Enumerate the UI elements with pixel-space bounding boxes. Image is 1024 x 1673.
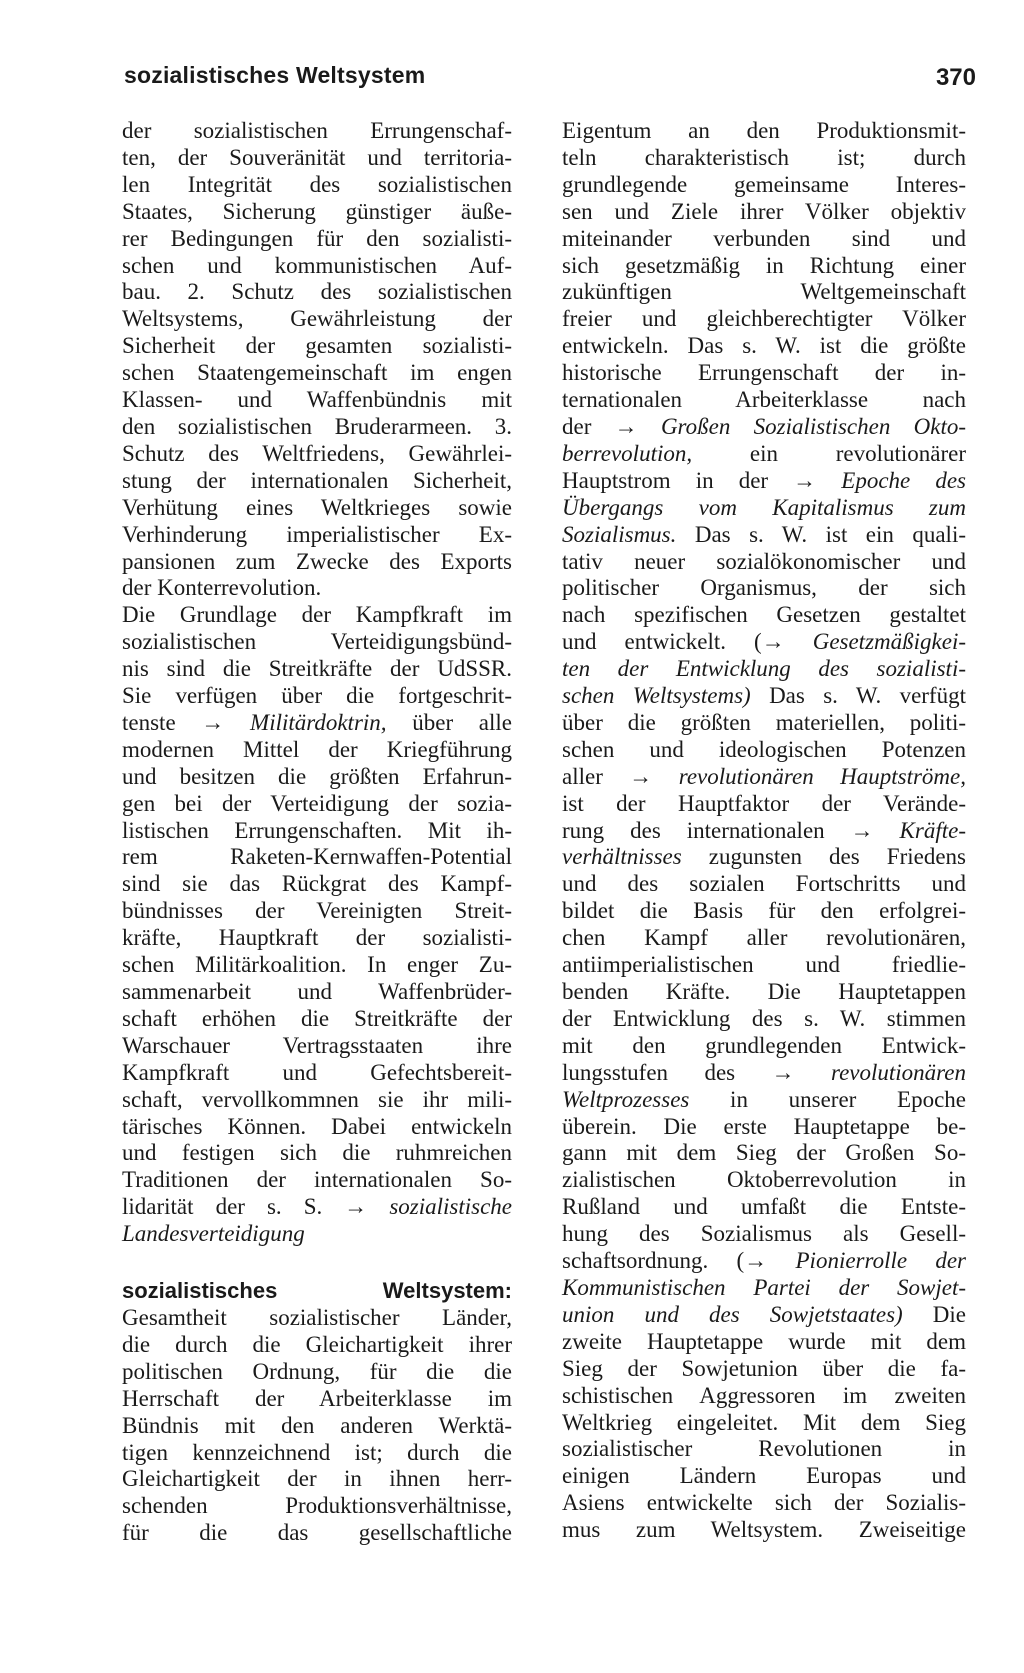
text: lidarität der s. S. →	[122, 1194, 390, 1220]
paragraph-1	[122, 118, 512, 602]
text-line: grundlegende gemeinsame Interes-	[562, 171, 966, 197]
text-line: tigen kennzeichnend ist; durch die	[122, 1439, 512, 1465]
text-line: schen und kommunistischen Auf-	[122, 252, 512, 278]
text-line: freier und gleichberechtigter Völker	[562, 306, 966, 332]
text: lungsstufen des →	[562, 1059, 831, 1085]
text-line: ist der Hauptfaktor der Verände-	[562, 790, 966, 816]
text-line	[562, 1302, 966, 1329]
text: ein revolutionärer	[692, 440, 966, 466]
text-line: über die größten materiellen, politi-	[562, 709, 966, 735]
text-line: len Integrität des sozialistischen	[122, 171, 512, 197]
text-line: miteinander verbunden sind und	[562, 225, 966, 251]
text-line: Kampfkraft und Gefechtsbereit-	[122, 1059, 512, 1085]
cross-reference: verhältnisses	[562, 844, 682, 870]
text: schaftsordnung. (→	[562, 1248, 796, 1274]
text-line	[562, 1060, 966, 1087]
cross-reference: Großen Sozialistischen Okto-	[660, 413, 966, 439]
cross-reference: Weltprozesses	[562, 1086, 690, 1112]
text-line: Sicherheit der gesamten sozialisti-	[122, 333, 512, 359]
text-line: mus zum Weltsystem. Zweiseitige	[562, 1517, 966, 1543]
cross-reference: Militärdoktrin,	[250, 709, 387, 735]
text-line: sammenarbeit und Waffenbrüder-	[122, 979, 512, 1004]
text-line: bau. 2. Schutz des sozialistischen	[122, 279, 512, 305]
cross-reference: berrevolution,	[562, 440, 693, 466]
text-line: schen Militärkoalition. In enger Zu-	[122, 952, 512, 978]
text-line: die durch die Gleichartigkeit ihrer	[122, 1331, 512, 1357]
text-line	[122, 1221, 512, 1248]
text: tenste →	[122, 709, 251, 735]
text-line: schaft erhöhen die Streitkräfte der	[122, 1005, 512, 1031]
text-line: chen Kampf aller revolutionären,	[562, 925, 966, 951]
cross-reference: Sozialismus.	[562, 521, 677, 547]
text-line	[562, 1275, 966, 1302]
text-line: überein. Die erste Hauptetappe be-	[562, 1113, 966, 1139]
cross-reference: Epoche des	[841, 467, 966, 493]
text-line	[562, 1248, 966, 1275]
text-line: pansionen zum Zwecke des Exports	[122, 548, 512, 574]
text-line: schenden Produktionsverhältnisse,	[122, 1493, 512, 1519]
text-line: rem Raketen-Kernwaffen-Potential	[122, 844, 512, 870]
text-line: Bündnis mit den anderen Werktä-	[122, 1412, 512, 1438]
text-line: der Entwicklung des s. W. stimmen	[562, 1005, 966, 1031]
text-line: Verhütung eines Weltkrieges sowie	[122, 494, 512, 520]
text: in unserer Epoche	[689, 1086, 966, 1112]
text: Das s. W. verfügt	[750, 683, 966, 709]
text-line: Eigentum an den Produktionsmit-	[562, 118, 966, 143]
text: der →	[562, 413, 661, 439]
text-line: der sozialistischen Errungenschaf-	[122, 118, 512, 143]
text-line: stung der internationalen Sicherheit,	[122, 467, 512, 493]
text-line	[122, 1278, 512, 1305]
cross-reference: revolutionären	[831, 1059, 966, 1085]
text-line	[562, 414, 966, 441]
text-line: nach spezifischen Gesetzen gestaltet	[562, 602, 966, 628]
text-line: politischer Organismus, der sich	[562, 575, 966, 601]
text-line: ten, der Souveränität und territoria-	[122, 144, 512, 170]
text-line: schen Staatengemeinschaft im engen	[122, 360, 512, 386]
text-line	[122, 1194, 512, 1221]
text-line	[562, 1087, 966, 1114]
running-title: sozialistisches Weltsystem	[124, 62, 426, 88]
text-line: für die das gesellschaftliche	[122, 1520, 512, 1546]
page-number: 370	[935, 64, 976, 91]
text-line: sind sie das Rückgrat des Kampf-	[122, 871, 512, 897]
text-line: einigen Ländern Europas und	[562, 1463, 966, 1489]
text-line: listischen Errungenschaften. Mit ih-	[122, 817, 512, 843]
text-line: Gleichartigkeit der in ihnen herr-	[122, 1466, 512, 1492]
cross-reference: Übergangs vom Kapitalismus zum	[562, 494, 966, 520]
text-line: modernen Mittel der Kriegführung	[122, 736, 512, 762]
text-line	[562, 629, 966, 656]
text-line	[562, 764, 966, 791]
cross-reference: Landesverteidigung	[122, 1221, 305, 1247]
text-line: benden Kräfte. Die Hauptetappen	[562, 979, 966, 1004]
paragraph-2	[122, 602, 512, 1248]
text-line: zukünftigen Weltgemeinschaft	[562, 279, 966, 305]
text-line	[562, 683, 966, 710]
text-line: Klassen- und Waffenbündnis mit	[122, 387, 512, 413]
text-line: sozialistischer Revolutionen in	[562, 1436, 966, 1462]
cross-reference: ten der Entwicklung des sozialisti-	[562, 656, 966, 682]
text-line: schaft, vervollkommnen sie ihr mili-	[122, 1086, 512, 1112]
text-line	[562, 495, 966, 522]
text-line: Sieg der Sowjetunion über die fa-	[562, 1355, 966, 1381]
cross-reference: revolutionären Hauptströme,	[678, 763, 966, 789]
text-line	[562, 818, 966, 845]
entry-gap	[122, 1248, 512, 1278]
left-column	[122, 118, 512, 1547]
text-line	[122, 710, 512, 737]
text-line: Schutz des Weltfriedens, Gewährlei-	[122, 440, 512, 466]
text-line: politischen Ordnung, für die die	[122, 1358, 512, 1384]
text-line: zweite Hauptetappe wurde mit dem	[562, 1328, 966, 1354]
text: Die	[902, 1301, 966, 1327]
text-line	[562, 468, 966, 495]
text-line: Sie verfügen über die fortgeschrit-	[122, 683, 512, 709]
text: über alle	[386, 709, 512, 735]
text-line: Traditionen der internationalen So-	[122, 1167, 512, 1193]
text-line: historische Errungenschaft der in-	[562, 360, 966, 386]
text-line: Staates, Sicherung günstiger äuße-	[122, 198, 512, 224]
text-line: Die Grundlage der Kampfkraft im	[122, 602, 512, 628]
text: aller →	[562, 763, 679, 789]
dictionary-entry	[122, 1278, 512, 1547]
text: rung des internationalen →	[562, 817, 900, 843]
text-line: Asiens entwickelte sich der Sozialis-	[562, 1490, 966, 1516]
text: Das s. W. ist ein quali-	[676, 521, 966, 547]
text-line: sen und Ziele ihrer Völker objektiv	[562, 198, 966, 224]
text-line: Weltsystems, Gewährleistung der	[122, 306, 512, 332]
text-line: Weltkrieg eingeleitet. Mit dem Sieg	[562, 1409, 966, 1435]
text-line: bildet die Basis für den erfolgrei-	[562, 898, 966, 924]
text-line: gen bei der Verteidigung der sozia-	[122, 790, 512, 816]
text-line: hung des Sozialismus als Gesell-	[562, 1221, 966, 1247]
right-column	[562, 118, 966, 1544]
text-line	[562, 522, 966, 549]
text-line	[562, 844, 966, 871]
cross-reference: Gesetzmäßigkei-	[812, 629, 966, 655]
text-line	[562, 656, 966, 683]
cross-reference: sozialistische	[389, 1194, 512, 1220]
text-line: mit den grundlegenden Entwick-	[562, 1032, 966, 1058]
text-line: den sozialistischen Bruderarmeen. 3.	[122, 413, 512, 439]
text-line: Gesamtheit sozialistischer Länder,	[122, 1304, 512, 1330]
text-line: Warschauer Vertragsstaaten ihre	[122, 1032, 512, 1058]
text-line: tärisches Können. Dabei entwickeln	[122, 1113, 512, 1139]
text-line	[562, 441, 966, 468]
text-line: Herrschaft der Arbeiterklasse im	[122, 1385, 512, 1411]
cross-reference: schen Weltsystems)	[562, 683, 751, 709]
text-line: und besitzen die größten Erfahrun-	[122, 763, 512, 789]
text-line: zialistischen Oktoberrevolution in	[562, 1167, 966, 1193]
cross-reference: Pionierrolle der	[795, 1248, 967, 1274]
text: zugunsten des Friedens	[681, 844, 966, 870]
text-line: schistischen Aggressoren im zweiten	[562, 1382, 966, 1408]
text-line: bündnisses der Vereinigten Streit-	[122, 898, 512, 924]
text-line: antiimperialistischen und friedlie-	[562, 952, 966, 978]
text-line: der Konterrevolution.	[122, 575, 322, 601]
text-line: kräfte, Hauptkraft der sozialisti-	[122, 925, 512, 951]
cross-reference: union und des Sowjetstaates)	[562, 1301, 903, 1327]
text-line: sich gesetzmäßig in Richtung einer	[562, 252, 966, 278]
cross-reference: Kommunistischen Partei der Sowjet-	[562, 1274, 966, 1300]
text-line: rer Bedingungen für den sozialisti-	[122, 225, 512, 251]
text-line: und festigen sich die ruhmreichen	[122, 1140, 512, 1166]
text: und entwickelt. (→	[562, 629, 813, 655]
text-line: Verhinderung imperialistischer Ex-	[122, 521, 512, 547]
text-line: entwickeln. Das s. W. ist die größte	[562, 333, 966, 359]
text: Hauptstrom in der →	[562, 467, 842, 493]
text-line: nis sind die Streitkräfte der UdSSR.	[122, 656, 512, 682]
text-line: schen und ideologischen Potenzen	[562, 736, 966, 762]
text-line: teln charakteristisch ist; durch	[562, 144, 966, 170]
text-line: tativ neuer sozialökonomischer und	[562, 548, 966, 574]
text-line: Rußland und umfaßt die Entste-	[562, 1194, 966, 1220]
text-line: und des sozialen Fortschritts und	[562, 871, 966, 897]
text-line: sozialistischen Verteidigungsbünd-	[122, 629, 512, 655]
text-line: gann mit dem Sieg der Großen So-	[562, 1140, 966, 1166]
text-line: ternationalen Arbeiterklasse nach	[562, 387, 966, 413]
cross-reference: Kräfte-	[899, 817, 966, 843]
entry-headword: sozialistisches Weltsystem:	[122, 1278, 512, 1304]
